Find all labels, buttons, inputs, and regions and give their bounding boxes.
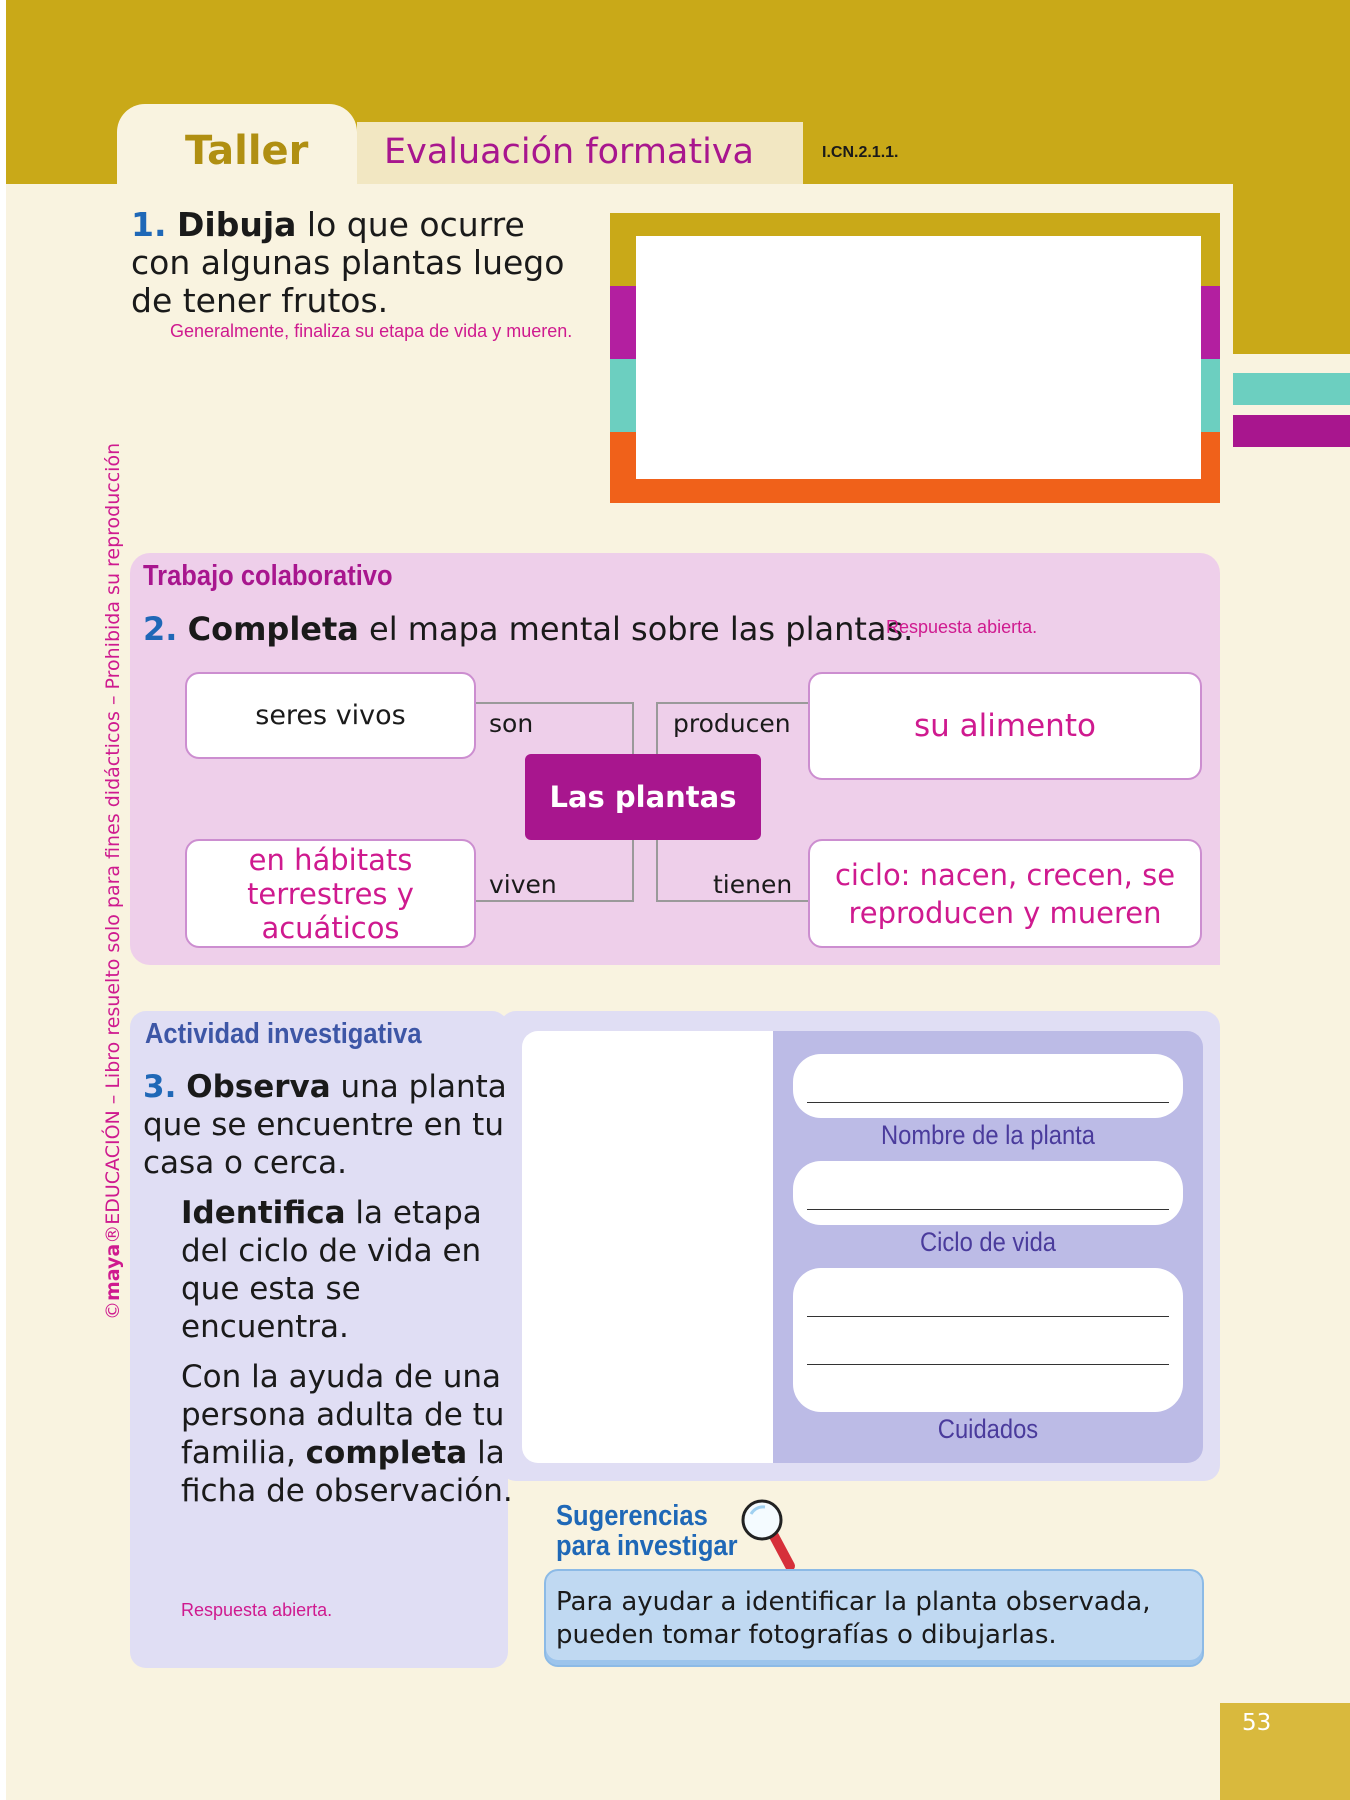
question-text: una planta que se encuentre en tu casa o cerca. bbox=[143, 1069, 507, 1181]
question-3 bbox=[143, 1068, 513, 1522]
care-label: Cuidados bbox=[937, 1414, 1039, 1444]
question-text: el mapa mental sobre las plantas. bbox=[369, 610, 914, 648]
question-3-answer: Respuesta abierta. bbox=[181, 1600, 333, 1620]
care-field[interactable] bbox=[793, 1268, 1183, 1412]
taller-tab-label: Taller bbox=[185, 128, 309, 174]
mind-map-box-su-alimento[interactable]: su alimento bbox=[808, 672, 1202, 780]
question-1 bbox=[131, 206, 591, 320]
write-line bbox=[807, 1364, 1169, 1365]
side-copyright bbox=[102, 443, 124, 1320]
section-title: Evaluación formativa bbox=[384, 132, 754, 172]
curriculum-code: I.CN.2.1.1. bbox=[822, 144, 899, 161]
plant-name-label: Nombre de la planta bbox=[881, 1120, 1095, 1150]
copyright-text: ®EDUCACIÓN – Libro resuelto solo para fines didácticos – Prohibida su reproducción bbox=[102, 442, 124, 1244]
question-verb: Identifica bbox=[181, 1195, 346, 1231]
right-decoration-olive bbox=[1233, 184, 1350, 354]
copyright-symbol: © bbox=[102, 1301, 124, 1320]
question-text: la ficha de observación. bbox=[181, 1435, 513, 1509]
mind-map-box-habitats[interactable]: en hábitats terrestres y acuáticos bbox=[185, 839, 476, 948]
connector-label-producen: producen bbox=[673, 709, 791, 738]
investigation-title: Actividad investigativa bbox=[145, 1018, 422, 1050]
question-text: la etapa del ciclo de vida en que esta se encuentra. bbox=[181, 1195, 482, 1345]
write-line bbox=[807, 1102, 1169, 1103]
question-text: Con la ayuda de una persona adulta de tu familia, bbox=[181, 1359, 505, 1471]
question-verb: Completa bbox=[187, 610, 359, 648]
suggestions-title bbox=[556, 1501, 738, 1561]
plant-name-field[interactable] bbox=[793, 1054, 1183, 1118]
question-3-paragraph-1 bbox=[143, 1068, 513, 1182]
question-3-paragraph-3 bbox=[143, 1358, 513, 1510]
mind-map-box-ciclo[interactable]: ciclo: nacen, crecen, se reproducen y mueren bbox=[808, 839, 1202, 948]
suggestions-text: Para ayudar a identificar la planta observada, pueden tomar fotografías o dibujarlas. bbox=[556, 1587, 1151, 1650]
page-edge bbox=[0, 0, 6, 1800]
connector-label-tienen: tienen bbox=[713, 870, 793, 899]
collaborative-work-title: Trabajo colaborativo bbox=[143, 560, 393, 592]
plant-photo-area[interactable] bbox=[522, 1031, 787, 1463]
magnifier-icon bbox=[738, 1496, 798, 1576]
question-number: 3. bbox=[143, 1069, 177, 1105]
life-cycle-field[interactable] bbox=[793, 1161, 1183, 1225]
page-number-box bbox=[1220, 1703, 1350, 1800]
write-line bbox=[807, 1316, 1169, 1317]
question-2 bbox=[143, 610, 913, 648]
question-verb: completa bbox=[305, 1435, 468, 1471]
question-1-answer: Generalmente, finaliza su etapa de vida y mueren. bbox=[170, 321, 573, 341]
mind-map-box-seres-vivos: seres vivos bbox=[185, 672, 476, 759]
question-2-answer: Respuesta abierta. bbox=[886, 617, 1038, 637]
mind-map-center-node: Las plantas bbox=[525, 754, 761, 840]
question-text: lo que ocurre con algunas plantas luego de tener frutos. bbox=[131, 205, 565, 320]
question-number: 1. bbox=[131, 205, 167, 244]
right-decoration-teal bbox=[1233, 373, 1350, 405]
drawing-area[interactable] bbox=[636, 236, 1201, 479]
suggestions-title-line: para investigar bbox=[556, 1530, 738, 1562]
connector-label-viven: viven bbox=[489, 870, 557, 899]
question-verb: Dibuja bbox=[177, 205, 297, 244]
write-line bbox=[807, 1209, 1169, 1210]
question-3-paragraph-2 bbox=[143, 1194, 513, 1346]
connector-label-son: son bbox=[489, 709, 534, 738]
suggestions-title-line: Sugerencias bbox=[556, 1500, 708, 1532]
question-verb: Observa bbox=[186, 1069, 331, 1105]
question-number: 2. bbox=[143, 610, 178, 648]
publisher-brand: maya bbox=[102, 1243, 124, 1301]
life-cycle-label: Ciclo de vida bbox=[919, 1227, 1057, 1257]
right-decoration-magenta bbox=[1233, 415, 1350, 447]
page-number: 53 bbox=[1242, 1710, 1272, 1736]
